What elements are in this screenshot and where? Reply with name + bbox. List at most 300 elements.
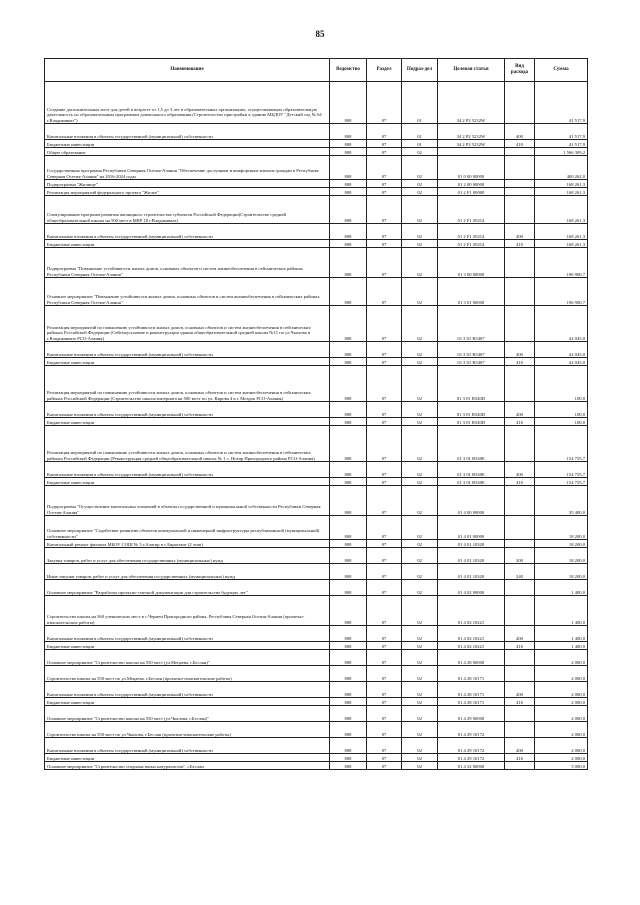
row-subsection: 02 — [402, 306, 438, 342]
row-name: Подпрограмма "Осуществление капитальных вложений в объекты государственной и муниципальной собственности Республики Северная Осетия-Алания" — [45, 486, 330, 516]
row-target-item: 01 2 F1 50214 — [438, 196, 505, 224]
column-header-section: Раздел — [367, 59, 402, 82]
row-department: 808 — [330, 516, 367, 540]
row-name: Подпрограмма "Повышение устойчивости жилых домов, основных объектов и систем жизнеобеспечения в сейсмических районах Республики Северная Осетия-Алания" — [45, 248, 330, 278]
row-expense-type: 410 — [505, 754, 535, 762]
row-name: Основное мероприятие "Строительство школы на 550 мест (ул.Мецаева, г.Беслан)" — [45, 650, 330, 666]
table-row — [45, 722, 588, 738]
table-row — [45, 278, 588, 306]
row-section: 07 — [367, 486, 402, 516]
row-name: Основное мероприятие "Разработка проектно-сметной документации для строительства будущих лет" — [45, 580, 330, 596]
table-row — [45, 762, 588, 770]
row-section: 07 — [367, 426, 402, 462]
row-section: 07 — [367, 666, 402, 682]
row-amount: 2 000,0 — [535, 738, 588, 754]
column-header-expense-type: Вид расхода — [505, 59, 535, 82]
row-section: 07 — [367, 402, 402, 418]
row-department: 808 — [330, 706, 367, 722]
table-row — [45, 516, 588, 540]
row-name: Капитальные вложения в объекты государственной (муниципальной) собственности — [45, 682, 330, 698]
row-target-item: 01 4 28 10171 — [438, 666, 505, 682]
row-amount: 168 261,3 — [535, 188, 588, 196]
row-name: Основное мероприятие "Содействие развитию объектов коммунальной и инженерной инфраструктуры республиканской (муниципальной) собственности" — [45, 516, 330, 540]
row-target-item: 01 4 29 10172 — [438, 754, 505, 762]
row-name: Капитальные вложения в объекты государственной (муниципальной) собственности — [45, 342, 330, 358]
row-target-item: 01 3 01 R5407 — [438, 358, 505, 366]
table-row — [45, 486, 588, 516]
row-expense-type: 410 — [505, 642, 535, 650]
row-amount: 2 000,0 — [535, 706, 588, 722]
table-row — [45, 698, 588, 706]
row-target-item: 01 4 02 10221 — [438, 626, 505, 642]
row-department: 808 — [330, 462, 367, 478]
row-target-item: 01 3 01 R540E — [438, 426, 505, 462]
row-department: 808 — [330, 540, 367, 548]
row-department: 808 — [330, 722, 367, 738]
column-header-amount: Сумма — [535, 59, 588, 82]
row-amount: 2 000,0 — [535, 650, 588, 666]
row-subsection: 02 — [402, 706, 438, 722]
row-name: Реализация мероприятий федерального проекта "Жилье" — [45, 188, 330, 196]
table-row — [45, 140, 588, 148]
row-name: Бюджетные инвестиции — [45, 642, 330, 650]
row-expense-type — [505, 666, 535, 682]
table-row — [45, 596, 588, 626]
row-section: 07 — [367, 278, 402, 306]
row-target-item: 01 4 29 10172 — [438, 722, 505, 738]
row-name: Капитальные вложения в объекты государственной (муниципальной) собственности — [45, 124, 330, 140]
row-subsection: 02 — [402, 426, 438, 462]
table-row — [45, 580, 588, 596]
row-amount: 196 900,7 — [535, 278, 588, 306]
row-target-item: 01 4 32 00000 — [438, 762, 505, 770]
row-section: 07 — [367, 642, 402, 650]
row-target-item: 01 2 00 00000 — [438, 180, 505, 188]
row-section: 07 — [367, 180, 402, 188]
row-department: 808 — [330, 366, 367, 402]
row-section: 07 — [367, 156, 402, 180]
row-subsection: 02 — [402, 698, 438, 706]
row-amount: 2 000,0 — [535, 666, 588, 682]
row-target-item: 01 0 00 00000 — [438, 156, 505, 180]
row-amount: 168 261,3 — [535, 240, 588, 248]
row-department: 808 — [330, 148, 367, 156]
row-amount: 400 262,0 — [535, 156, 588, 180]
row-amount: 41 517,9 — [535, 82, 588, 124]
column-header-name: Наименование — [45, 59, 330, 82]
row-subsection: 02 — [402, 418, 438, 426]
table-row — [45, 342, 588, 358]
row-name: Подпрограмма "Жилище" — [45, 180, 330, 188]
table-row — [45, 650, 588, 666]
row-target-item: 01 4 00 00000 — [438, 486, 505, 516]
row-subsection: 02 — [402, 666, 438, 682]
row-department: 808 — [330, 248, 367, 278]
row-target-item: 34 2 P2 5232W — [438, 124, 505, 140]
row-expense-type: 400 — [505, 462, 535, 478]
table-row — [45, 682, 588, 698]
row-expense-type: 410 — [505, 478, 535, 486]
row-amount: 2 000,0 — [535, 754, 588, 762]
row-target-item: 01 4 01 10320 — [438, 540, 505, 548]
row-expense-type — [505, 366, 535, 402]
row-name: Основное мероприятие "Повышение устойчивости жилых домов, основных объектов и систем жизнеобеспечения в сейсмических районах Республики Северная Осетия-Алания" — [45, 278, 330, 306]
row-expense-type — [505, 196, 535, 224]
row-department: 808 — [330, 306, 367, 342]
row-department: 808 — [330, 358, 367, 366]
row-department: 808 — [330, 762, 367, 770]
row-department: 808 — [330, 642, 367, 650]
row-name: Стимулирование программ развития жилищного строительства субъектов Российской Федерации(Строительство средней общеобразовательной школы на 500 мест в МКР 18 г.Владикавказ) — [45, 196, 330, 224]
row-name: Реализация мероприятий по повышению устойчивости жилых домов, основных объектов и систем жизнеобеспечения в сейсмических районах Российской Федерации (Сейсмоусиление и реконструкция здания общеобразовательной средней школы №11 по ул.Чкалова в г.Владикавказе РСО-Алания) — [45, 306, 330, 342]
row-department: 808 — [330, 82, 367, 124]
row-expense-type: 400 — [505, 402, 535, 418]
table-header-row — [45, 59, 588, 82]
row-department: 808 — [330, 196, 367, 224]
row-section: 07 — [367, 248, 402, 278]
row-expense-type — [505, 156, 535, 180]
row-section: 07 — [367, 196, 402, 224]
row-subsection: 02 — [402, 486, 438, 516]
row-subsection: 02 — [402, 540, 438, 548]
row-target-item: 01 3 01 R540D — [438, 418, 505, 426]
row-name: Капитальные вложения в объекты государственной (муниципальной) собственности — [45, 402, 330, 418]
row-expense-type — [505, 722, 535, 738]
row-target-item: 01 2 F1 00000 — [438, 188, 505, 196]
row-name: Капитальные вложения в объекты государственной (муниципальной) собственности — [45, 626, 330, 642]
row-expense-type — [505, 540, 535, 548]
row-amount: 168 261,3 — [535, 224, 588, 240]
row-section: 07 — [367, 762, 402, 770]
row-amount: 196 900,7 — [535, 248, 588, 278]
row-name: Реализация мероприятий по повышению устойчивости жилых домов, основных объектов и систем жизнеобеспечения в сейсмических районах Российской Федерации (Реконструкция средней общеобразовательной школы № 1 с. Ногир Пригородного района РСО-Алания) — [45, 426, 330, 462]
row-expense-type: 400 — [505, 342, 535, 358]
row-amount: 18 200,0 — [535, 564, 588, 580]
row-subsection: 02 — [402, 762, 438, 770]
row-section: 07 — [367, 580, 402, 596]
row-section: 07 — [367, 548, 402, 564]
row-section: 07 — [367, 358, 402, 366]
row-amount: 18 200,0 — [535, 516, 588, 540]
page-number: 85 — [315, 29, 325, 39]
row-amount: 154 755,7 — [535, 462, 588, 478]
table-body — [45, 82, 588, 770]
row-section: 07 — [367, 698, 402, 706]
row-department: 808 — [330, 188, 367, 196]
row-amount: 1 400,0 — [535, 596, 588, 626]
row-department: 808 — [330, 124, 367, 140]
table-row — [45, 548, 588, 564]
row-department: 808 — [330, 402, 367, 418]
row-target-item: 01 4 28 10171 — [438, 682, 505, 698]
row-department: 808 — [330, 698, 367, 706]
row-subsection: 02 — [402, 580, 438, 596]
row-expense-type: 410 — [505, 240, 535, 248]
table-row — [45, 196, 588, 224]
row-subsection: 02 — [402, 626, 438, 642]
table-row — [45, 478, 588, 486]
row-subsection: 02 — [402, 156, 438, 180]
row-department: 808 — [330, 596, 367, 626]
row-section: 07 — [367, 462, 402, 478]
row-expense-type — [505, 762, 535, 770]
row-amount: 18 200,0 — [535, 548, 588, 564]
row-amount: 2 000,0 — [535, 698, 588, 706]
row-department: 808 — [330, 666, 367, 682]
column-header-subsection: Подраз-дел — [402, 59, 438, 82]
row-name: Закупка товаров, работ и услуг для обеспечения государственных (муниципальных) нужд — [45, 548, 330, 564]
row-section: 07 — [367, 140, 402, 148]
row-amount: 35 400,0 — [535, 486, 588, 516]
row-target-item: 01 4 02 00000 — [438, 580, 505, 596]
row-section: 07 — [367, 478, 402, 486]
row-target-item: 01 3 01 R540D — [438, 402, 505, 418]
row-subsection: 02 — [402, 180, 438, 188]
row-subsection: 02 — [402, 148, 438, 156]
row-target-item: 01 4 28 10171 — [438, 698, 505, 706]
row-target-item: 01 2 F1 50214 — [438, 240, 505, 248]
row-section: 07 — [367, 706, 402, 722]
row-target-item — [438, 148, 505, 156]
row-amount: 42 045,0 — [535, 342, 588, 358]
row-amount: 2 000,0 — [535, 682, 588, 698]
row-target-item: 01 4 29 00000 — [438, 706, 505, 722]
row-expense-type — [505, 188, 535, 196]
row-subsection: 02 — [402, 548, 438, 564]
row-name: Бюджетные инвестиции — [45, 418, 330, 426]
row-name: Строительство школы на 360 ученических мест в с.Чермен Пригородного района, Республика Северная Осетия-Алания (проектно-изыскательские работы) — [45, 596, 330, 626]
row-name: Основное мероприятие "Строительство стадиона юных натуралистов", г.Беслан — [45, 762, 330, 770]
row-department: 808 — [330, 650, 367, 666]
row-target-item: 01 4 01 00000 — [438, 516, 505, 540]
row-amount: 1 400,0 — [535, 626, 588, 642]
row-expense-type — [505, 82, 535, 124]
row-section: 07 — [367, 754, 402, 762]
row-amount: 41 517,9 — [535, 140, 588, 148]
row-name: Бюджетные инвестиции — [45, 478, 330, 486]
row-department: 808 — [330, 156, 367, 180]
row-subsection: 02 — [402, 366, 438, 402]
row-expense-type: 400 — [505, 738, 535, 754]
table-row — [45, 402, 588, 418]
row-section: 07 — [367, 596, 402, 626]
row-department: 808 — [330, 224, 367, 240]
row-subsection: 02 — [402, 478, 438, 486]
table-row — [45, 418, 588, 426]
row-subsection: 02 — [402, 462, 438, 478]
row-section: 07 — [367, 342, 402, 358]
row-department: 808 — [330, 426, 367, 462]
row-amount: 168 261,3 — [535, 196, 588, 224]
table-row — [45, 180, 588, 188]
row-target-item: 01 4 02 10221 — [438, 596, 505, 626]
row-department: 808 — [330, 240, 367, 248]
table-row — [45, 738, 588, 754]
row-name: Создание дополнительных мест для детей в возрасте от 1,5 до 3 лет в образовательных организациях, осуществляющих образовательную деятельность по образовательным программам дошкольного образования (Строительство пристройки к зданию МБДОУ "Детский сад № 64 г.Владикавказ") — [45, 82, 330, 124]
row-target-item: 01 3 01 R540E — [438, 462, 505, 478]
row-expense-type — [505, 486, 535, 516]
row-expense-type — [505, 248, 535, 278]
table-row — [45, 462, 588, 478]
row-amount: 18 200,0 — [535, 540, 588, 548]
row-target-item: 01 4 29 10172 — [438, 738, 505, 754]
row-section: 07 — [367, 124, 402, 140]
row-amount: 42 045,0 — [535, 306, 588, 342]
row-subsection: 01 — [402, 140, 438, 148]
row-expense-type — [505, 706, 535, 722]
row-subsection: 02 — [402, 342, 438, 358]
row-section: 07 — [367, 418, 402, 426]
table-row — [45, 148, 588, 156]
row-department: 808 — [330, 548, 367, 564]
column-header-department: Ведомство — [330, 59, 367, 82]
row-department: 808 — [330, 682, 367, 698]
row-section: 07 — [367, 626, 402, 642]
row-expense-type — [505, 426, 535, 462]
row-amount: 100,0 — [535, 366, 588, 402]
row-section: 07 — [367, 224, 402, 240]
row-name: Капитальные вложения в объекты государственной (муниципальной) собственности — [45, 738, 330, 754]
row-subsection: 02 — [402, 738, 438, 754]
row-expense-type: 400 — [505, 224, 535, 240]
row-department: 808 — [330, 418, 367, 426]
table-row — [45, 754, 588, 762]
row-subsection: 02 — [402, 224, 438, 240]
row-target-item: 01 3 01 R5407 — [438, 306, 505, 342]
row-subsection: 02 — [402, 516, 438, 540]
row-section: 07 — [367, 366, 402, 402]
table-row — [45, 706, 588, 722]
row-expense-type — [505, 596, 535, 626]
row-target-item: 01 4 01 10320 — [438, 548, 505, 564]
row-name: Бюджетные инвестиции — [45, 698, 330, 706]
row-amount: 2 000,0 — [535, 722, 588, 738]
row-amount: 1 400,0 — [535, 580, 588, 596]
row-name: Капитальный ремонт филиала МБОУ СОШ № 5 г.Алагир в с.Бирагзанг (2 этап) — [45, 540, 330, 548]
row-amount: 5 000,0 — [535, 762, 588, 770]
row-subsection: 02 — [402, 196, 438, 224]
table-row — [45, 224, 588, 240]
row-department: 808 — [330, 140, 367, 148]
row-target-item: 01 3 00 00000 — [438, 248, 505, 278]
table-row — [45, 240, 588, 248]
table-row — [45, 248, 588, 278]
table-row — [45, 124, 588, 140]
row-section: 07 — [367, 650, 402, 666]
table-row — [45, 540, 588, 548]
row-department: 808 — [330, 738, 367, 754]
row-expense-type: 410 — [505, 418, 535, 426]
row-expense-type — [505, 650, 535, 666]
row-target-item: 01 4 01 10320 — [438, 564, 505, 580]
row-amount: 42 045,0 — [535, 358, 588, 366]
row-department: 808 — [330, 564, 367, 580]
row-section: 07 — [367, 564, 402, 580]
row-amount: 100,0 — [535, 418, 588, 426]
row-expense-type — [505, 516, 535, 540]
row-section: 07 — [367, 516, 402, 540]
row-target-item: 01 4 02 10221 — [438, 642, 505, 650]
row-name: Строительство школы на 550 мест по ул.Мецаева, г.Беслан (проектно-изыскательские работы) — [45, 666, 330, 682]
row-amount: 154 755,7 — [535, 478, 588, 486]
table-row — [45, 306, 588, 342]
row-department: 808 — [330, 626, 367, 642]
row-subsection: 02 — [402, 650, 438, 666]
row-amount: 168 261,3 — [535, 180, 588, 188]
row-amount: 1 400,0 — [535, 642, 588, 650]
row-expense-type: 410 — [505, 140, 535, 148]
row-subsection: 02 — [402, 642, 438, 650]
row-amount: 154 755,7 — [535, 426, 588, 462]
row-subsection: 02 — [402, 754, 438, 762]
row-target-item: 01 4 28 00000 — [438, 650, 505, 666]
row-subsection: 01 — [402, 82, 438, 124]
row-subsection: 02 — [402, 248, 438, 278]
row-section: 07 — [367, 722, 402, 738]
row-target-item: 01 3 01 R540D — [438, 366, 505, 402]
column-header-target-item: Целевая статья — [438, 59, 505, 82]
row-target-item: 34 2 P2 5232W — [438, 82, 505, 124]
row-department: 808 — [330, 478, 367, 486]
row-name: Основное мероприятие "Строительство школы на 550 мест (ул.Чкалова, г.Беслан)" — [45, 706, 330, 722]
table-row — [45, 626, 588, 642]
row-expense-type: 400 — [505, 682, 535, 698]
table-row — [45, 358, 588, 366]
row-section: 07 — [367, 148, 402, 156]
table-row — [45, 366, 588, 402]
row-name: Общее образование — [45, 148, 330, 156]
table-row — [45, 188, 588, 196]
table-row — [45, 82, 588, 124]
row-amount: 1 566 309,2 — [535, 148, 588, 156]
table-row — [45, 642, 588, 650]
row-name: Строительство школы на 550 мест по ул.Чкалова, г.Беслан (проектно-изыскательские работы) — [45, 722, 330, 738]
table-row — [45, 426, 588, 462]
row-department: 808 — [330, 754, 367, 762]
row-section: 07 — [367, 738, 402, 754]
row-name: Бюджетные инвестиции — [45, 358, 330, 366]
row-expense-type — [505, 180, 535, 188]
row-expense-type: 200 — [505, 548, 535, 564]
row-subsection: 01 — [402, 124, 438, 140]
row-target-item: 01 3 01 R5407 — [438, 342, 505, 358]
row-expense-type: 240 — [505, 564, 535, 580]
row-expense-type — [505, 580, 535, 596]
row-department: 808 — [330, 180, 367, 188]
table-row — [45, 156, 588, 180]
row-expense-type — [505, 306, 535, 342]
row-section: 07 — [367, 540, 402, 548]
row-name: Капитальные вложения в объекты государственной (муниципальной) собственности — [45, 462, 330, 478]
row-subsection: 02 — [402, 682, 438, 698]
row-subsection: 02 — [402, 564, 438, 580]
row-amount: 41 517,9 — [535, 124, 588, 140]
row-target-item: 01 3 01 R540E — [438, 478, 505, 486]
row-name: Бюджетные инвестиции — [45, 754, 330, 762]
row-expense-type: 400 — [505, 626, 535, 642]
row-target-item: 34 2 P2 5232W — [438, 140, 505, 148]
row-department: 808 — [330, 486, 367, 516]
row-subsection: 02 — [402, 596, 438, 626]
row-target-item: 01 2 F1 50214 — [438, 224, 505, 240]
row-expense-type — [505, 148, 535, 156]
row-subsection: 02 — [402, 240, 438, 248]
row-subsection: 02 — [402, 722, 438, 738]
row-target-item: 01 3 01 00000 — [438, 278, 505, 306]
row-name: Иные закупки товаров, работ и услуг для обеспечения государственных (муниципальных) нужд — [45, 564, 330, 580]
row-subsection: 02 — [402, 358, 438, 366]
row-expense-type — [505, 278, 535, 306]
